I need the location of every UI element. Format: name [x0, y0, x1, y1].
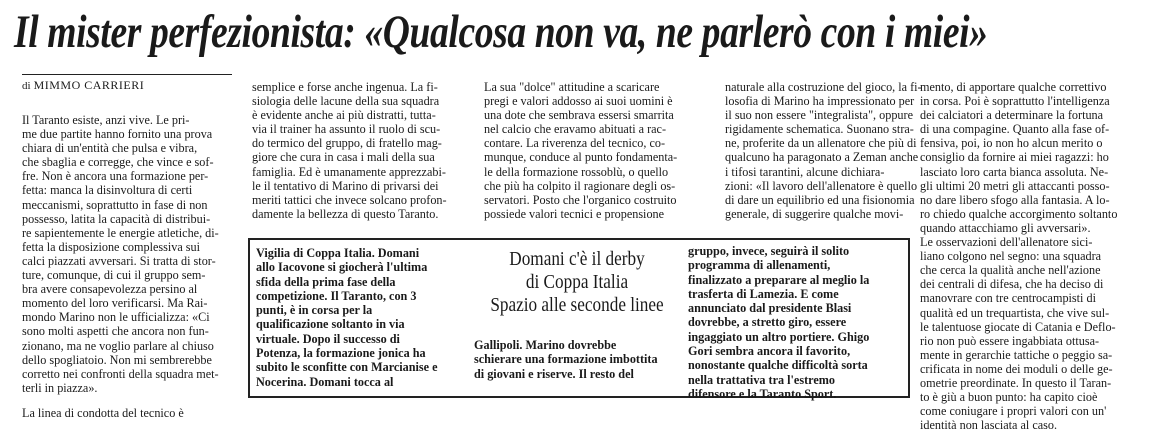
box-text-line: finalizzato a preparare al meglio la [688, 272, 870, 287]
text-line: di una compagine. Quanto alla fase of- [920, 122, 1110, 137]
article-column-4 [725, 80, 922, 240]
text-line: di dare un equilibrio ed una fisionomia [725, 192, 915, 207]
text-line: ometrie preordinate. In questo il Taran- [920, 375, 1112, 390]
text-line: do termico del gruppo, di fratello mag- [252, 136, 442, 151]
text-line: le talentuose giocate di Catania e Deflo- [920, 319, 1116, 334]
box-text-line: subito le sconfitte con Marcianise e [256, 360, 438, 375]
box-text-line: annunciato dal presidente Blasi [688, 301, 852, 316]
text-line: che cerca la qualità anche nell'azione [920, 263, 1101, 278]
text-line: identità non lasciata al caso. [920, 418, 1058, 432]
box-column-2 [474, 338, 680, 394]
text-line: zioni: «Il lavoro dell'allenatore è quello [725, 178, 918, 193]
box-text-line: Vigilia di Coppa Italia. Domani [256, 246, 420, 260]
text-line: momento del loro verificarsi. Ma Rai- [22, 296, 208, 311]
text-line: possesso, latita la capacità di distribui- [22, 211, 211, 226]
text-line: chiara di un'entità che pulsa e vibra, [22, 141, 198, 156]
box-text-line: competizione. Il Taranto, con 3 [256, 288, 417, 303]
box-text-line: trasferta di Lamezia. E come [688, 286, 839, 301]
text-line: via il trainer ha assunto il ruolo di scu- [252, 122, 441, 137]
text-line: calci piazzati avversari. Si tratta di stor- [22, 253, 216, 268]
box-column-1 [256, 246, 468, 389]
box-text-line: difensore e la Taranto Sport. [688, 386, 837, 401]
text-line: che più ha colpito il ragionare degli os- [484, 178, 676, 193]
text-line: re sapientemente le energie atletiche, di- [22, 225, 219, 240]
box-text-line: schierare una formazione imbottita [474, 352, 658, 367]
byline-prefix: di [22, 80, 31, 92]
text-line: crificata in nome dei moduli o delle ge- [920, 361, 1113, 376]
article-column-1 [22, 113, 244, 420]
text-line: le della formazione rossoblù, o quello [484, 164, 669, 179]
text-line: consiglio da fornire ai miei ragazzi: ho [920, 150, 1109, 165]
text-line: fensiva, poi, io non ho alcun merito o [920, 136, 1103, 151]
text-line: meccanismi, soprattutto in fase di non [22, 197, 208, 212]
box-text-line: di giovani e riserve. Il resto del [474, 366, 634, 381]
box-text-line: ingaggiato un altro portiere. Ghigo [688, 329, 870, 344]
text-line: La sua "dolce" attitudine a scaricare [484, 80, 660, 94]
byline [22, 74, 232, 94]
box-text-line: Gori sembra ancora il favorito, [688, 344, 851, 359]
text-line: lasciato loro carta bianca assoluta. Ne- [920, 164, 1109, 179]
text-line: le il tentativo di Marino di privarsi dei [252, 178, 439, 193]
text-line: possiede valori tecnici e propensione [484, 206, 665, 221]
text-line: fetta la disposizione complessiva sui [22, 239, 201, 254]
article-column-3 [484, 80, 712, 240]
box-text-line: gruppo, invece, seguirà il solito [688, 244, 850, 258]
text-line: qualità ed un trequartista, che vive sul- [920, 305, 1110, 320]
text-line: come coniugare i propri valori con un' [920, 404, 1107, 419]
text-line: mento, di apportare qualche correttivo [920, 80, 1107, 94]
text-line: naturale alla costruzione del gioco, la fi- [725, 80, 922, 94]
box-text-line: Gallipoli. Marino dovrebbe [474, 338, 617, 352]
text-line: qualcuno ha paragonato a Zeman anche [725, 150, 919, 165]
text-line: liano colgono nel segno: una squadra [920, 249, 1102, 264]
box-title [488, 248, 665, 317]
text-line: munque, conduce al punto fondamenta- [484, 150, 678, 165]
text-line: manovrare con tre centrocampisti di [920, 291, 1096, 306]
text-line: il suo non essere "integralista", oppure [725, 108, 913, 123]
text-line: me due partite hanno fornito una prova [22, 127, 213, 142]
text-line: giore che cura in casa i mali della sua [252, 150, 435, 165]
box-text-line: Nocerina. Domani tocca al [256, 374, 394, 389]
text-line: La linea di condotta del tecnico è [22, 405, 184, 420]
box-title-line: di Coppa Italia [525, 271, 629, 293]
text-line: servatori. Posto che l'organico costruito [484, 192, 677, 207]
box-text-line: programma di allenamenti, [688, 258, 831, 273]
text-line: siologia delle lacune della sua squadra [252, 94, 440, 109]
text-line: ture, comunque, di cui il gruppo sem- [22, 268, 206, 283]
article-column-2 [252, 80, 480, 240]
box-title-line: Spazio alle seconde linee [490, 294, 664, 316]
text-line: zionano, ma ne voglio parlare al chiuso [22, 338, 214, 353]
text-line: famiglia. Ed è umanamente apprezzabi- [252, 164, 446, 179]
box-text-line: Potenza, la formazione jonica ha [256, 346, 426, 361]
text-line: contare. La riverenza del tecnico, co- [484, 136, 666, 151]
text-line: una dote che sembrava essersi smarrita [484, 108, 674, 123]
text-line: losofia di Marino ha impressionato per [725, 94, 915, 109]
text-line: dello spogliatoio. Non mi sembrerebbe [22, 352, 212, 367]
text-line: corretto nei confronti della squadra met- [22, 366, 219, 381]
box-title-line: Domani c'è il derby [509, 248, 645, 270]
text-line: pregi e valori addosso ai suoi uomini è [484, 94, 673, 109]
box-text-line: nella trattativa tra l'estremo [688, 372, 835, 387]
text-line: rigidamente schematica. Suonano stra- [725, 122, 914, 137]
text-line: terli in piazza». [22, 380, 98, 395]
text-line: che sbaglia e corregge, che vince e sof- [22, 155, 214, 170]
text-line: gli ultimi 20 metri gli attaccanti posso- [920, 178, 1110, 193]
box-text-line: nonostante qualche difficoltà sorta [688, 358, 868, 373]
text-line: to è giù a buon punto: ha capito cioè [920, 390, 1098, 405]
box-text-line: dovrebbe, a stretto giro, essere [688, 315, 847, 330]
text-line: ne, proferite da un allenatore che più di [725, 136, 917, 151]
text-line: Le osservazioni dell'allenatore sici- [920, 235, 1093, 250]
text-line: bra avere consapevolezza persino al [22, 282, 198, 297]
text-line: damente la bellezza di questo Taranto. [252, 206, 439, 221]
text-line: ro chiedo qualche accorgimento soltanto [920, 206, 1118, 221]
text-line: no dare libero sfogo alla fantasia. A lo- [920, 192, 1110, 207]
text-line: sono molti aspetti che ancora non fun- [22, 324, 209, 339]
text-line: dei calciatori a determinare la fortuna [920, 108, 1104, 123]
box-column-3 [688, 244, 904, 401]
box-text-line: qualificazione soltanto in via [256, 317, 405, 332]
box-text-line: punti, è in corsa per la [256, 303, 373, 318]
headline: Il mister perfezionista: «Qualcosa non va, ne parlerò con i miei» [14, 6, 988, 58]
byline-author: MIMMO CARRIERI [33, 78, 145, 92]
text-line: fetta: manca la disinvoltura di certi [22, 183, 193, 198]
text-line: semplice e forse anche ingenua. La fi- [252, 80, 438, 94]
text-line: i tifosi tarantini, alcune dichiara- [725, 164, 885, 179]
text-line: meriti tattici che invece solcano profon- [252, 192, 447, 207]
text-line: mondo Marino non le ufficializza: «Ci [22, 310, 210, 325]
box-text-line: virtuale. Dopo il successo di [256, 331, 400, 346]
text-line: generale, di suggerire qualche movi- [725, 206, 904, 221]
text-line: Il Taranto esiste, anzi vive. Le pri- [22, 113, 190, 127]
text-line: quando attacchiamo gli avversari». [920, 220, 1091, 235]
text-line: è evidente anche ai più distratti, tutta- [252, 108, 436, 123]
article-column-5 [920, 80, 1152, 432]
text-line: rio non può essere ingabbiata ottusa- [920, 333, 1100, 348]
text-line: nel calcio che eravamo abituati a rac- [484, 122, 667, 137]
box-text-line: allo Iacovone si giocherà l'ultima [256, 260, 428, 275]
box-text-line: sfida della prima fase della [256, 274, 396, 289]
text-line: fre. Non è ancora una formazione per- [22, 169, 209, 184]
text-line: in corsa. Poi è soprattutto l'intelligenza [920, 94, 1110, 109]
text-line: dei centrali di difesa, che ha deciso di [920, 277, 1104, 292]
text-line: mente in gerarchie tattiche o peggio sa- [920, 347, 1113, 362]
